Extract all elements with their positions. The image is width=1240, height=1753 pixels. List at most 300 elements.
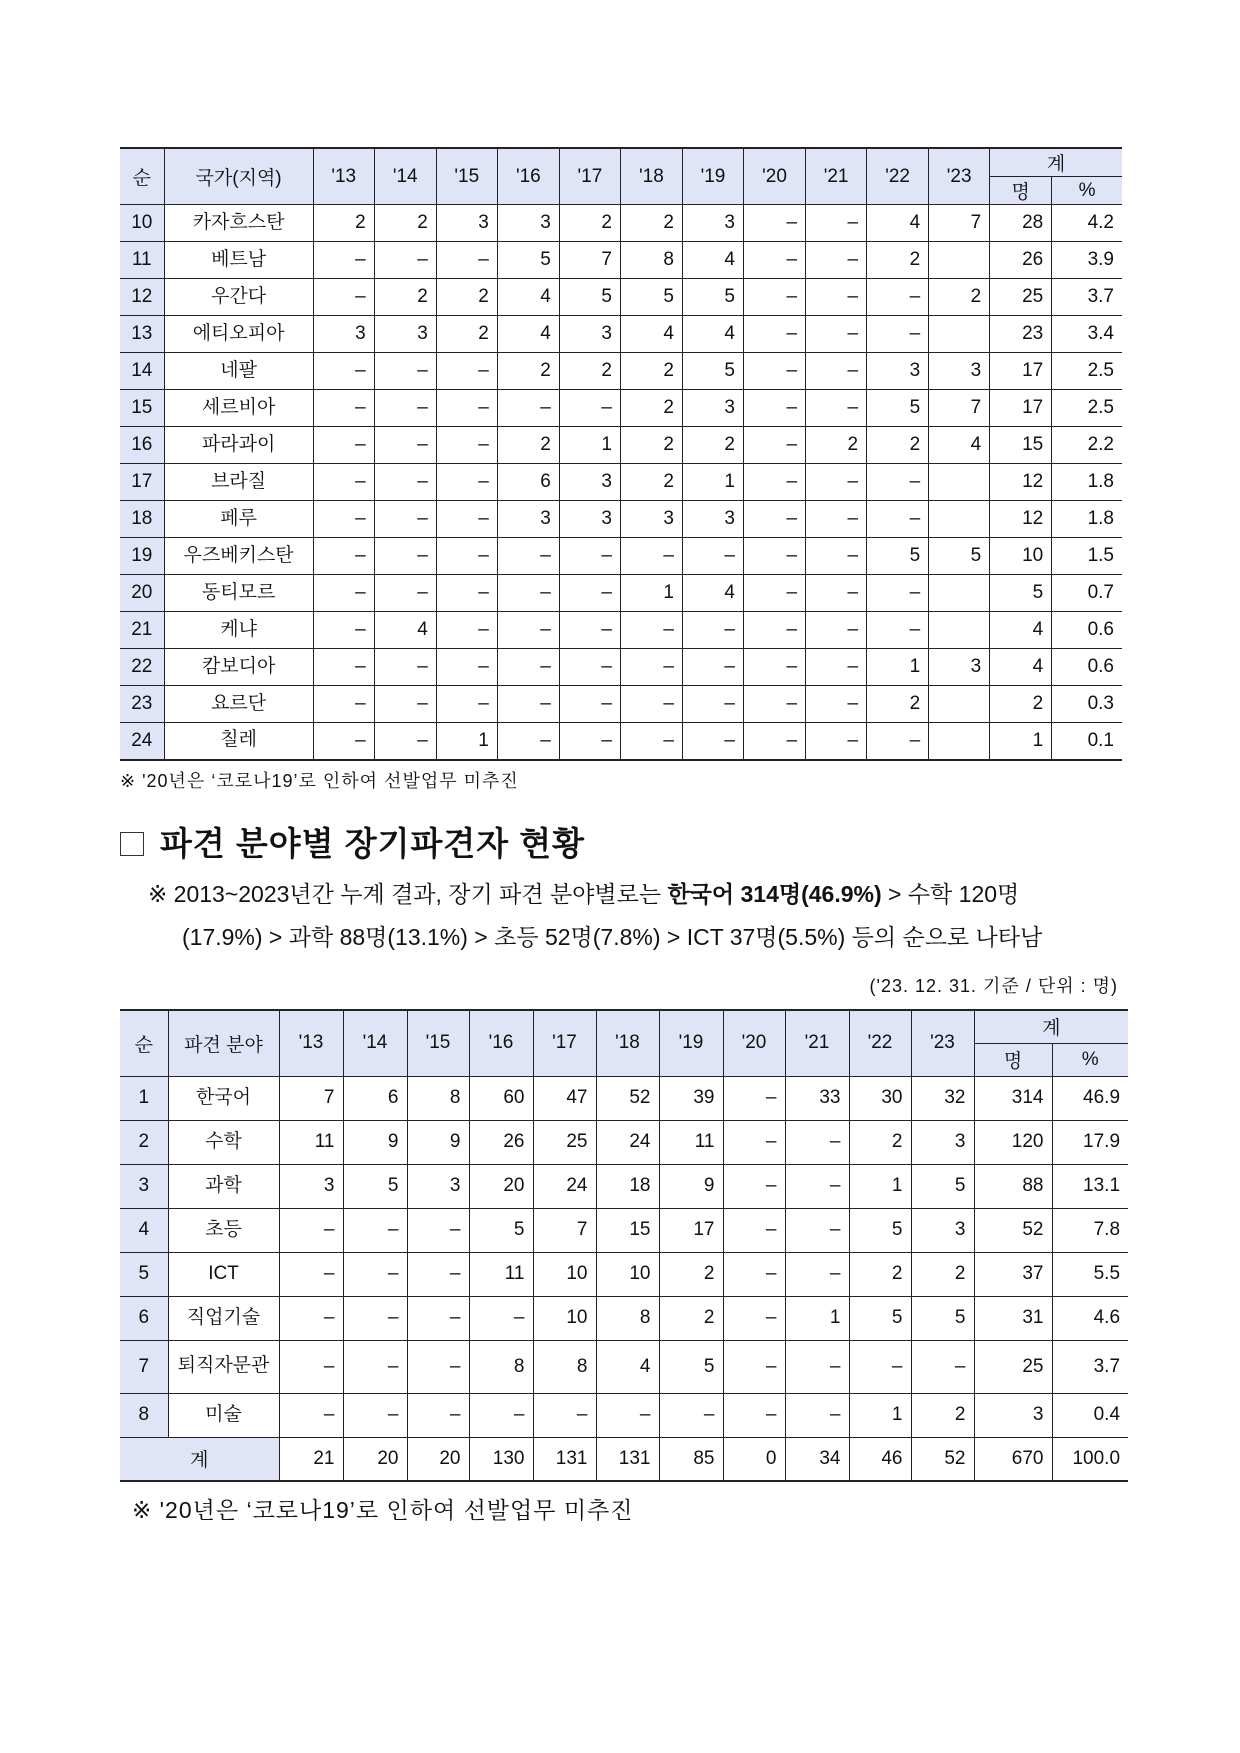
year-value-cell: 5 [682, 353, 743, 390]
year-value-cell: 2 [659, 1296, 723, 1340]
pct-cell: 1.8 [1052, 464, 1122, 501]
name-cell: 미술 [168, 1393, 279, 1437]
year-value-cell: – [806, 205, 867, 242]
header-year: '14 [343, 1010, 407, 1076]
name-cell: 과학 [168, 1164, 279, 1208]
name-cell: 네팔 [164, 353, 313, 390]
year-value-cell: – [867, 464, 929, 501]
header-total: 계 [974, 1010, 1128, 1043]
count-cell: 17 [990, 353, 1052, 390]
year-value-cell: – [436, 390, 497, 427]
year-value-cell: 3 [867, 353, 929, 390]
name-cell: 케냐 [164, 612, 313, 649]
year-value-cell: – [806, 242, 867, 279]
table-header [120, 148, 1122, 205]
table-row [120, 538, 1122, 575]
year-value-cell [929, 464, 990, 501]
year-value-cell: 39 [659, 1076, 723, 1120]
year-value-cell: – [436, 464, 497, 501]
year-value-cell: – [744, 390, 806, 427]
rank-cell: 3 [120, 1164, 168, 1208]
year-value-cell [929, 612, 990, 649]
year-value-cell: 8 [407, 1076, 469, 1120]
name-cell: 칠레 [164, 723, 313, 760]
year-value-cell: 5 [867, 390, 929, 427]
name-cell: 카자흐스탄 [164, 205, 313, 242]
year-value-cell: – [374, 723, 436, 760]
year-value-cell: – [279, 1252, 343, 1296]
year-value-cell: 9 [407, 1120, 469, 1164]
year-value-cell: – [849, 1340, 911, 1393]
year-value-cell: – [744, 279, 806, 316]
year-value-cell: – [806, 575, 867, 612]
year-value-cell: – [313, 649, 374, 686]
year-value-cell: – [374, 686, 436, 723]
pct-cell: 17.9 [1052, 1120, 1128, 1164]
year-value-cell: – [559, 390, 620, 427]
year-value-cell: 2 [374, 279, 436, 316]
year-value-cell: 5 [497, 242, 559, 279]
table-row [120, 1252, 1128, 1296]
year-value-cell: 2 [867, 686, 929, 723]
year-value-cell [929, 501, 990, 538]
name-cell: 에티오피아 [164, 316, 313, 353]
year-value-cell: – [559, 612, 620, 649]
year-value-cell: – [744, 353, 806, 390]
count-cell: 4 [990, 649, 1052, 686]
year-value-cell: – [785, 1164, 849, 1208]
year-value-cell: 10 [533, 1252, 596, 1296]
count-cell: 15 [990, 427, 1052, 464]
year-value-cell: 4 [497, 279, 559, 316]
year-value-cell: – [533, 1393, 596, 1437]
rank-cell: 8 [120, 1393, 168, 1437]
rank-cell: 11 [120, 242, 164, 279]
year-value-cell: – [407, 1393, 469, 1437]
year-value-cell: – [744, 464, 806, 501]
year-value-cell: 24 [596, 1120, 659, 1164]
field-table [120, 1009, 1128, 1482]
table-row [120, 1164, 1128, 1208]
year-value-cell: – [343, 1208, 407, 1252]
year-value-cell: 3 [497, 205, 559, 242]
name-cell: 베트남 [164, 242, 313, 279]
year-value-cell: 2 [682, 427, 743, 464]
year-value-cell: 2 [911, 1252, 974, 1296]
year-value-cell: 7 [929, 205, 990, 242]
count-cell: 120 [974, 1120, 1052, 1164]
year-value-cell: 2 [559, 205, 620, 242]
year-value-cell: 5 [849, 1296, 911, 1340]
table-row [120, 1076, 1128, 1120]
header-year: '16 [497, 148, 559, 205]
total-year-cell: 130 [469, 1437, 533, 1481]
year-value-cell: – [374, 649, 436, 686]
year-value-cell: 7 [533, 1208, 596, 1252]
table-row [120, 1120, 1128, 1164]
year-value-cell: – [620, 538, 682, 575]
count-cell: 4 [990, 612, 1052, 649]
section-title: 파견 분야별 장기파견자 현황 [160, 825, 586, 862]
year-value-cell: – [620, 612, 682, 649]
year-value-cell: – [559, 723, 620, 760]
rank-cell: 21 [120, 612, 164, 649]
header-year: '21 [806, 148, 867, 205]
year-value-cell: – [806, 316, 867, 353]
year-value-cell: – [407, 1340, 469, 1393]
year-value-cell: – [559, 538, 620, 575]
year-value-cell: – [313, 242, 374, 279]
name-cell: 초등 [168, 1208, 279, 1252]
year-value-cell: 9 [659, 1164, 723, 1208]
header-year: '15 [436, 148, 497, 205]
pct-cell: 0.4 [1052, 1393, 1128, 1437]
year-value-cell: 8 [620, 242, 682, 279]
name-cell: 직업기술 [168, 1296, 279, 1340]
year-value-cell: – [723, 1252, 785, 1296]
year-value-cell: – [374, 538, 436, 575]
year-value-cell: 5 [469, 1208, 533, 1252]
name-cell: 세르비아 [164, 390, 313, 427]
total-pct-cell: 100.0 [1052, 1437, 1128, 1481]
year-value-cell: – [469, 1296, 533, 1340]
year-value-cell: – [744, 538, 806, 575]
header-year: '18 [596, 1010, 659, 1076]
year-value-cell: – [497, 686, 559, 723]
pct-cell: 5.5 [1052, 1252, 1128, 1296]
year-value-cell: – [559, 575, 620, 612]
year-value-cell [929, 686, 990, 723]
year-value-cell: 3 [497, 501, 559, 538]
summary-text: ※ 2013~2023년간 누계 결과, 장기 파견 분야별로는 [148, 881, 668, 907]
year-value-cell: – [313, 575, 374, 612]
header-row [120, 148, 1122, 177]
table-row [120, 279, 1122, 316]
table-row [120, 1208, 1128, 1252]
pct-cell: 7.8 [1052, 1208, 1128, 1252]
pct-cell: 4.6 [1052, 1296, 1128, 1340]
unit-note: ('23. 12. 31. 기준 / 단위 : 명) [869, 976, 1118, 996]
summary-highlight: 한국어 314명(46.9%) [667, 881, 882, 907]
year-value-cell: 1 [620, 575, 682, 612]
rank-cell: 4 [120, 1208, 168, 1252]
year-value-cell: – [911, 1340, 974, 1393]
year-value-cell: – [723, 1120, 785, 1164]
rank-cell: 19 [120, 538, 164, 575]
year-value-cell: – [313, 501, 374, 538]
rank-cell: 13 [120, 316, 164, 353]
year-value-cell: – [744, 242, 806, 279]
total-year-cell: 21 [279, 1437, 343, 1481]
year-value-cell: 2 [867, 242, 929, 279]
year-value-cell: 3 [559, 316, 620, 353]
pct-cell: 13.1 [1052, 1164, 1128, 1208]
year-value-cell: 1 [559, 427, 620, 464]
table-row [120, 723, 1122, 760]
year-value-cell: 4 [374, 612, 436, 649]
year-value-cell: 2 [436, 316, 497, 353]
year-value-cell: – [867, 501, 929, 538]
year-value-cell: – [279, 1208, 343, 1252]
year-value-cell: – [436, 427, 497, 464]
year-value-cell: 4 [682, 316, 743, 353]
year-value-cell: 7 [279, 1076, 343, 1120]
year-value-cell: – [806, 501, 867, 538]
year-value-cell: – [343, 1393, 407, 1437]
year-value-cell: – [436, 353, 497, 390]
rank-cell: 23 [120, 686, 164, 723]
year-value-cell: 8 [596, 1296, 659, 1340]
year-value-cell: 2 [620, 427, 682, 464]
total-year-cell: 0 [723, 1437, 785, 1481]
rank-cell: 24 [120, 723, 164, 760]
table-header [120, 1010, 1128, 1076]
year-value-cell: 2 [659, 1252, 723, 1296]
year-value-cell: 9 [343, 1120, 407, 1164]
year-value-cell: – [497, 723, 559, 760]
year-value-cell: – [436, 242, 497, 279]
year-value-cell: – [436, 649, 497, 686]
pct-cell: 0.6 [1052, 649, 1122, 686]
header-year: '23 [929, 148, 990, 205]
year-value-cell: 5 [559, 279, 620, 316]
rank-cell: 6 [120, 1296, 168, 1340]
header-name: 국가(지역) [164, 148, 313, 205]
name-cell: ICT [168, 1252, 279, 1296]
year-value-cell: 10 [533, 1296, 596, 1340]
year-value-cell: – [374, 427, 436, 464]
year-value-cell: 1 [849, 1393, 911, 1437]
year-value-cell: 2 [867, 427, 929, 464]
year-value-cell: – [279, 1340, 343, 1393]
year-value-cell: – [313, 390, 374, 427]
year-value-cell: 2 [559, 353, 620, 390]
year-value-cell: 6 [343, 1076, 407, 1120]
table-row [120, 353, 1122, 390]
year-value-cell: 4 [867, 205, 929, 242]
year-value-cell: 2 [497, 427, 559, 464]
year-value-cell: – [785, 1340, 849, 1393]
header-year: '23 [911, 1010, 974, 1076]
year-value-cell: – [806, 353, 867, 390]
count-cell: 25 [974, 1340, 1052, 1393]
year-value-cell: – [806, 464, 867, 501]
year-value-cell: 2 [849, 1120, 911, 1164]
count-cell: 37 [974, 1252, 1052, 1296]
header-rank: 순 [120, 1010, 168, 1076]
year-value-cell: 3 [682, 205, 743, 242]
year-value-cell: – [497, 575, 559, 612]
count-cell: 10 [990, 538, 1052, 575]
rank-cell: 18 [120, 501, 164, 538]
year-value-cell: – [407, 1208, 469, 1252]
count-cell: 314 [974, 1076, 1052, 1120]
year-value-cell: 2 [849, 1252, 911, 1296]
summary-line-1 [148, 876, 1019, 909]
pct-cell: 3.4 [1052, 316, 1122, 353]
year-value-cell: – [374, 242, 436, 279]
total-year-cell: 20 [343, 1437, 407, 1481]
count-cell: 25 [990, 279, 1052, 316]
rank-cell: 22 [120, 649, 164, 686]
pct-cell: 3.9 [1052, 242, 1122, 279]
name-cell: 파라과이 [164, 427, 313, 464]
name-cell: 한국어 [168, 1076, 279, 1120]
total-year-cell: 46 [849, 1437, 911, 1481]
year-value-cell: 25 [533, 1120, 596, 1164]
count-cell: 52 [974, 1208, 1052, 1252]
year-value-cell: – [723, 1164, 785, 1208]
year-value-cell: – [374, 575, 436, 612]
header-year: '17 [533, 1010, 596, 1076]
header-year: '13 [279, 1010, 343, 1076]
year-value-cell: 3 [407, 1164, 469, 1208]
year-value-cell: 11 [659, 1120, 723, 1164]
pct-cell: 0.6 [1052, 612, 1122, 649]
pct-cell: 2.2 [1052, 427, 1122, 464]
year-value-cell: – [497, 390, 559, 427]
header-year: '21 [785, 1010, 849, 1076]
year-value-cell: – [744, 316, 806, 353]
count-cell: 88 [974, 1164, 1052, 1208]
header-year: '19 [659, 1010, 723, 1076]
year-value-cell: 7 [559, 242, 620, 279]
count-cell: 3 [974, 1393, 1052, 1437]
year-value-cell: 5 [620, 279, 682, 316]
year-value-cell: 3 [279, 1164, 343, 1208]
year-value-cell: – [744, 612, 806, 649]
year-value-cell: 2 [620, 464, 682, 501]
count-cell: 17 [990, 390, 1052, 427]
year-value-cell: – [723, 1076, 785, 1120]
year-value-cell: 15 [596, 1208, 659, 1252]
year-value-cell: 2 [436, 279, 497, 316]
rank-cell: 15 [120, 390, 164, 427]
year-value-cell: – [374, 390, 436, 427]
name-cell: 페루 [164, 501, 313, 538]
year-value-cell: 3 [682, 390, 743, 427]
count-cell: 28 [990, 205, 1052, 242]
pct-cell: 0.7 [1052, 575, 1122, 612]
pct-cell: 2.5 [1052, 353, 1122, 390]
total-year-cell: 131 [596, 1437, 659, 1481]
pct-cell: 1.8 [1052, 501, 1122, 538]
count-cell: 1 [990, 723, 1052, 760]
total-year-cell: 20 [407, 1437, 469, 1481]
year-value-cell: – [559, 686, 620, 723]
year-value-cell: 7 [929, 390, 990, 427]
year-value-cell: – [744, 205, 806, 242]
header-year: '14 [374, 148, 436, 205]
header-year: '19 [682, 148, 743, 205]
year-value-cell: 1 [849, 1164, 911, 1208]
year-value-cell: 26 [469, 1120, 533, 1164]
year-value-cell: 24 [533, 1164, 596, 1208]
year-value-cell: – [806, 538, 867, 575]
year-value-cell: – [374, 464, 436, 501]
year-value-cell: 4 [620, 316, 682, 353]
year-value-cell: – [436, 686, 497, 723]
year-value-cell: – [723, 1208, 785, 1252]
year-value-cell: – [436, 538, 497, 575]
name-cell: 요르단 [164, 686, 313, 723]
total-year-cell: 131 [533, 1437, 596, 1481]
year-value-cell: 5 [849, 1208, 911, 1252]
table-row [120, 612, 1122, 649]
year-value-cell: 11 [469, 1252, 533, 1296]
year-value-cell: – [343, 1340, 407, 1393]
year-value-cell: 3 [911, 1120, 974, 1164]
year-value-cell: 1 [867, 649, 929, 686]
year-value-cell: – [744, 427, 806, 464]
rank-cell: 12 [120, 279, 164, 316]
count-cell: 23 [990, 316, 1052, 353]
header-year: '17 [559, 148, 620, 205]
year-value-cell: – [785, 1120, 849, 1164]
year-value-cell: – [407, 1296, 469, 1340]
year-value-cell: – [785, 1393, 849, 1437]
year-value-cell: – [806, 612, 867, 649]
rank-cell: 10 [120, 205, 164, 242]
summary-text: > 수학 120명 [881, 881, 1020, 907]
section-heading [120, 818, 585, 865]
rank-cell: 5 [120, 1252, 168, 1296]
year-value-cell: – [313, 353, 374, 390]
year-value-cell: – [313, 464, 374, 501]
pct-cell: 46.9 [1052, 1076, 1128, 1120]
year-value-cell: – [620, 686, 682, 723]
year-value-cell: – [867, 575, 929, 612]
year-value-cell: 3 [374, 316, 436, 353]
pct-cell: 0.3 [1052, 686, 1122, 723]
year-value-cell: 5 [343, 1164, 407, 1208]
year-value-cell: 4 [596, 1340, 659, 1393]
year-value-cell [929, 242, 990, 279]
table-row [120, 1393, 1128, 1437]
year-value-cell: 2 [313, 205, 374, 242]
year-value-cell: 32 [911, 1076, 974, 1120]
year-value-cell: 3 [682, 501, 743, 538]
count-cell: 12 [990, 501, 1052, 538]
year-value-cell: – [723, 1393, 785, 1437]
header-rank: 순 [120, 148, 164, 205]
rank-cell: 16 [120, 427, 164, 464]
total-year-cell: 34 [785, 1437, 849, 1481]
year-value-cell: 2 [497, 353, 559, 390]
pct-cell: 2.5 [1052, 390, 1122, 427]
year-value-cell: – [682, 686, 743, 723]
year-value-cell: 47 [533, 1076, 596, 1120]
table-row [120, 205, 1122, 242]
year-value-cell: – [313, 723, 374, 760]
year-value-cell [929, 575, 990, 612]
table-row [120, 1340, 1128, 1393]
table-row [120, 464, 1122, 501]
header-total: 계 [990, 148, 1122, 177]
rank-cell: 17 [120, 464, 164, 501]
header-pct: % [1052, 1043, 1128, 1076]
year-value-cell: – [313, 538, 374, 575]
header-year: '16 [469, 1010, 533, 1076]
header-count: 명 [974, 1043, 1052, 1076]
year-value-cell: 4 [682, 575, 743, 612]
name-cell: 캄보디아 [164, 649, 313, 686]
year-value-cell: – [620, 723, 682, 760]
covid-note: ※ '20년은 ‘코로나19’로 인하여 선발업무 미추진 [120, 771, 519, 791]
header-row [120, 1010, 1128, 1043]
year-value-cell: 52 [596, 1076, 659, 1120]
year-value-cell: – [313, 612, 374, 649]
